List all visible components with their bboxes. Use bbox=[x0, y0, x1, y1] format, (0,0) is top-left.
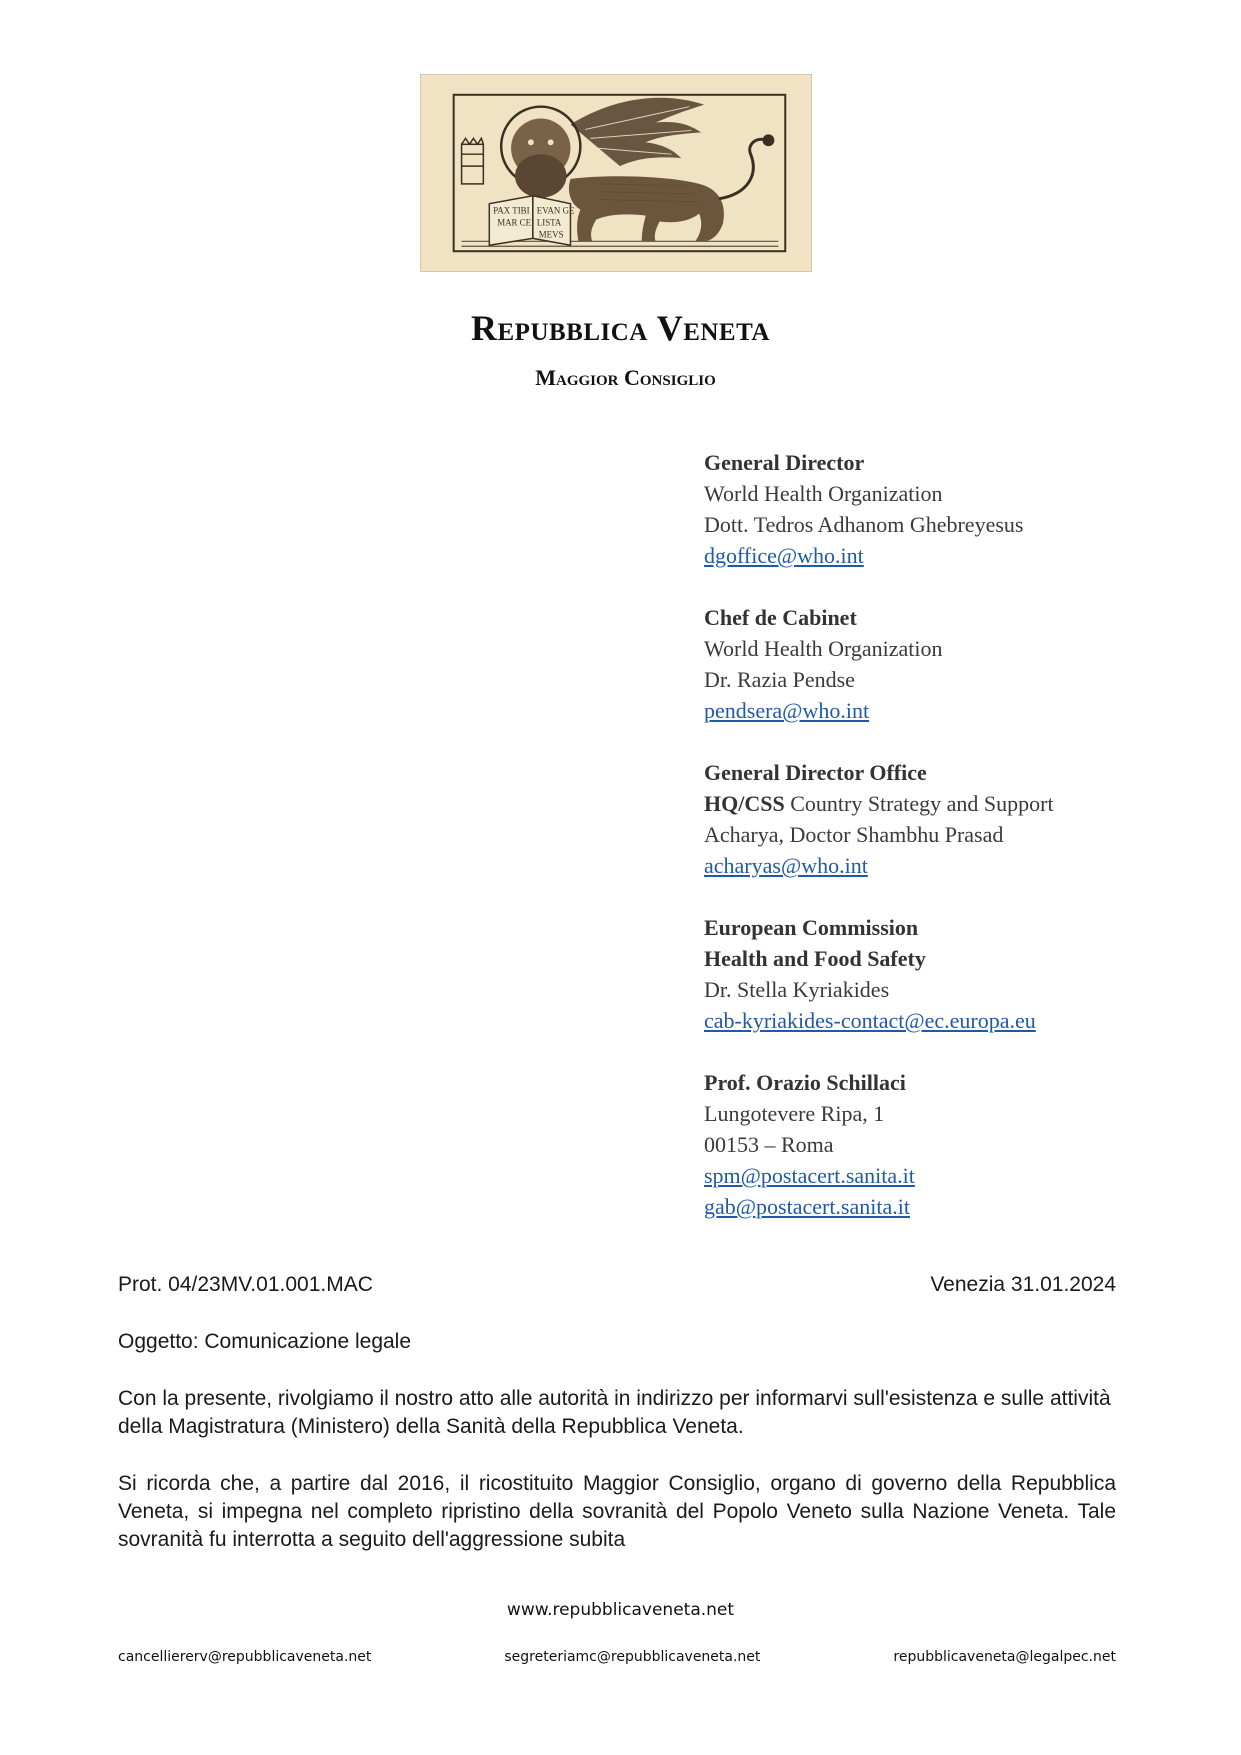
emblem-book-text: MEVS bbox=[538, 229, 564, 240]
winged-lion-of-saint-mark-icon bbox=[421, 75, 811, 271]
recipient-who-chef-de-cabinet bbox=[704, 602, 1204, 726]
emblem-book-text: PAX TIBI bbox=[493, 205, 530, 216]
recipient-european-commission bbox=[704, 912, 1204, 1036]
recipient-line: World Health Organization bbox=[704, 636, 943, 661]
footer-emails bbox=[118, 1649, 1116, 1665]
recipient-email-link[interactable]: gab@postacert.sanita.it bbox=[704, 1194, 910, 1219]
emblem-book-text: MAR CE bbox=[497, 217, 532, 228]
document-title: Repubblica Veneta bbox=[471, 308, 770, 348]
recipient-line: European Commission bbox=[704, 915, 919, 940]
recipient-line-bold-prefix: HQ/CSS bbox=[704, 791, 785, 816]
recipient-line: Dr. Razia Pendse bbox=[704, 667, 855, 692]
recipient-who-director-general bbox=[704, 447, 1204, 571]
recipient-line: 00153 – Roma bbox=[704, 1132, 834, 1157]
recipient-line: Prof. Orazio Schillaci bbox=[704, 1070, 906, 1095]
place-date: Venezia 31.01.2024 bbox=[930, 1273, 1116, 1296]
footer-email: segreteriamc@repubblicaveneta.net bbox=[504, 1649, 761, 1665]
recipient-email-link[interactable]: dgoffice@who.int bbox=[704, 543, 864, 568]
emblem-book-text: LISTA bbox=[536, 217, 562, 228]
footer-email: cancelliererv@repubblicaveneta.net bbox=[118, 1649, 372, 1665]
recipient-line: Acharya, Doctor Shambhu Prasad bbox=[704, 822, 1004, 847]
recipient-email-link[interactable]: acharyas@who.int bbox=[704, 853, 868, 878]
recipient-line: Lungotevere Ripa, 1 bbox=[704, 1101, 885, 1126]
recipient-line: General Director Office bbox=[704, 760, 927, 785]
protocol-row bbox=[118, 1271, 1116, 1299]
letter-paragraph: Si ricorda che, a partire dal 2016, il ricostituito Maggior Consiglio, organo di governo della Repubblica Veneta, si impegna nel completo ripristino della sovranità del Popolo Veneto sulla Nazione Veneta. Tale sovranità fu interrotta a seguito dell'aggressione subita bbox=[118, 1472, 1116, 1551]
recipient-email-link[interactable]: spm@postacert.sanita.it bbox=[704, 1163, 915, 1188]
recipient-who-director-office bbox=[704, 757, 1204, 881]
letter-subject: Oggetto: Comunicazione legale bbox=[118, 1330, 412, 1353]
recipient-line: Dr. Stella Kyriakides bbox=[704, 977, 890, 1002]
recipient-line-text: Country Strategy and Support bbox=[784, 791, 1054, 816]
recipient-line bbox=[704, 788, 1204, 819]
recipient-line: Dott. Tedros Adhanom Ghebreyesus bbox=[704, 512, 1024, 537]
footer-email: repubblicaveneta@legalpec.net bbox=[893, 1649, 1116, 1665]
footer-website: www.repubblicaveneta.net bbox=[506, 1600, 735, 1620]
recipient-line: Chef de Cabinet bbox=[704, 605, 857, 630]
recipients-block bbox=[704, 447, 1204, 1253]
recipient-health-minister bbox=[704, 1067, 1204, 1222]
document-subtitle: Maggior Consiglio bbox=[535, 365, 716, 390]
recipient-email-link[interactable]: pendsera@who.int bbox=[704, 698, 870, 723]
emblem-book-text: EVAN GE bbox=[536, 205, 575, 216]
recipient-email-link[interactable]: cab-kyriakides-contact@ec.europa.eu bbox=[704, 1008, 1036, 1033]
protocol-number: Prot. 04/23MV.01.001.MAC bbox=[118, 1273, 373, 1296]
recipient-line: General Director bbox=[704, 450, 865, 475]
recipient-line: Health and Food Safety bbox=[704, 946, 926, 971]
winged-lion-emblem bbox=[420, 74, 812, 272]
letter-paragraph: Con la presente, rivolgiamo il nostro atto alle autorità in indirizzo per informarvi sull'esistenza e sulle attività della Magistratura (Ministero) della Sanità della Repubblica Veneta. bbox=[118, 1387, 1111, 1438]
recipient-line: World Health Organization bbox=[704, 481, 943, 506]
